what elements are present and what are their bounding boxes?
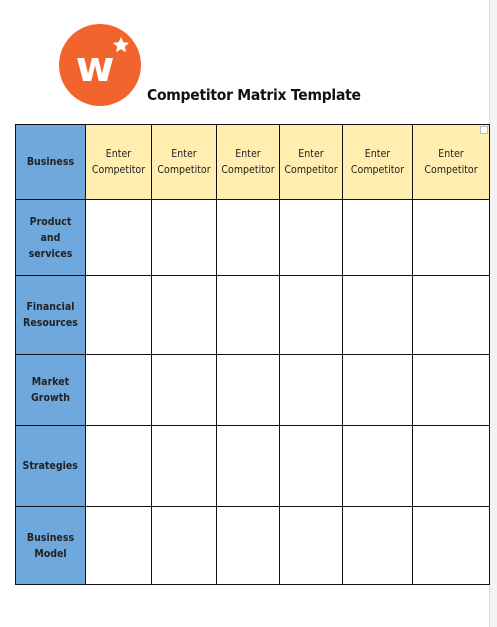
scroll-gutter[interactable]: [490, 0, 497, 627]
corner-cell: [16, 125, 86, 200]
matrix-cell[interactable]: [413, 426, 490, 507]
matrix-cell[interactable]: [152, 355, 217, 426]
matrix-cell[interactable]: [280, 507, 343, 585]
matrix-cell[interactable]: [280, 276, 343, 355]
matrix-cell[interactable]: [152, 200, 217, 276]
matrix-cell[interactable]: [86, 507, 152, 585]
row-label-market-growth: Market Growth: [16, 355, 86, 426]
matrix-cell[interactable]: [152, 426, 217, 507]
row-label-business-model: Business Model: [16, 507, 86, 585]
competitor-header-6[interactable]: Enter Competitor: [413, 125, 490, 200]
logo-letter: w: [75, 42, 115, 91]
matrix-cell[interactable]: [413, 200, 490, 276]
table-row: [16, 276, 490, 355]
matrix-cell[interactable]: [86, 276, 152, 355]
matrix-cell[interactable]: [152, 276, 217, 355]
row-label-strategies: Strategies: [16, 426, 86, 507]
table-row: [16, 200, 490, 276]
matrix-cell[interactable]: [86, 355, 152, 426]
table-row: [16, 355, 490, 426]
matrix-cell[interactable]: [217, 507, 280, 585]
table-resize-handle[interactable]: [480, 126, 488, 134]
logo-icon: [59, 24, 141, 106]
matrix-cell[interactable]: [343, 426, 413, 507]
matrix-cell[interactable]: [217, 355, 280, 426]
matrix-cell[interactable]: [343, 355, 413, 426]
competitor-header-5[interactable]: Enter Competitor: [343, 125, 413, 200]
brand-logo: [59, 24, 141, 106]
competitor-header-1[interactable]: Enter Competitor: [86, 125, 152, 200]
matrix-cell[interactable]: [217, 276, 280, 355]
competitor-header-2[interactable]: Enter Competitor: [152, 125, 217, 200]
competitor-header-4[interactable]: Enter Competitor: [280, 125, 343, 200]
competitor-matrix-table: [15, 124, 490, 585]
matrix-cell[interactable]: [217, 426, 280, 507]
corner-label: Business: [26, 155, 75, 168]
matrix-cell[interactable]: [280, 426, 343, 507]
competitor-header-3[interactable]: Enter Competitor: [217, 125, 280, 200]
row-label-product-services: Product and services: [16, 200, 86, 276]
matrix-cell[interactable]: [280, 355, 343, 426]
matrix-cell[interactable]: [280, 200, 343, 276]
matrix-cell[interactable]: [413, 276, 490, 355]
matrix-cell[interactable]: [413, 355, 490, 426]
matrix-cell[interactable]: [86, 200, 152, 276]
matrix-cell[interactable]: [152, 507, 217, 585]
table-row: [16, 426, 490, 507]
row-label-financial-resources: Financial Resources: [16, 276, 86, 355]
matrix-cell[interactable]: [343, 276, 413, 355]
matrix-cell[interactable]: [217, 200, 280, 276]
matrix-cell[interactable]: [343, 507, 413, 585]
table-row: [16, 507, 490, 585]
matrix-cell[interactable]: [413, 507, 490, 585]
header-row: [16, 125, 490, 200]
page-title: Competitor Matrix Template: [147, 86, 361, 104]
matrix-cell[interactable]: [343, 200, 413, 276]
matrix-cell[interactable]: [86, 426, 152, 507]
